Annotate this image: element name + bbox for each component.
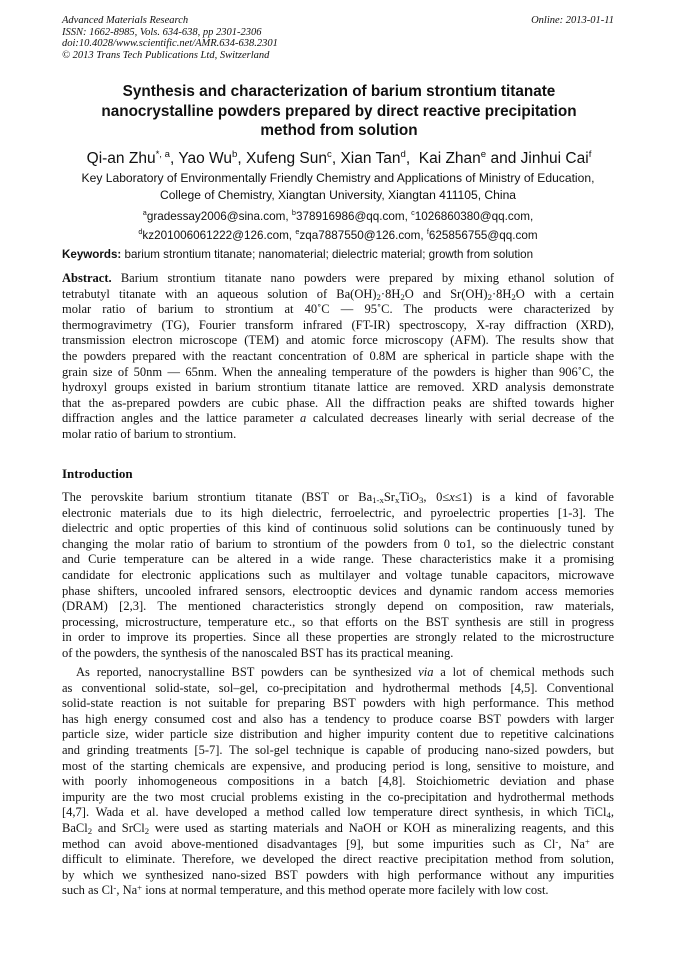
affiliation: Key Laboratory of Environmentally Friendly Chemistry and Applications of Ministry of Education, College of Chemistry, Xiangtan University, Xiangtan 411105, China bbox=[81, 171, 595, 202]
author: Jinhui Cai bbox=[520, 150, 589, 168]
abstract-label: Abstract. bbox=[62, 271, 112, 285]
journal-header bbox=[62, 15, 614, 61]
keywords-label: Keywords: bbox=[62, 248, 122, 261]
author: Yao Wu bbox=[178, 150, 233, 168]
issn: ISSN: 1662-8985, Vols. 634-638, pp 2301-2306 bbox=[62, 26, 262, 38]
author: Xian Tan bbox=[340, 150, 401, 168]
intro-paragraph-1: The perovskite barium strontium titanate (BST or $Ba_{1-x}Sr_xTiO_3$, 0≤x≤1) is a kind of favorable electronic materials due to its high dielectric, ferroelectric, and pyroelectric properties [1-3]. The dielectric and optic properties of this kind of continuous solid solutions can be continuously tuned by changing the molar ratio of barium to strontium of the powders from 0 to1, so the dielectric constant and Curie temperature can be altered in a wide range. These characteristics make it a promising candidate for electronic applications such as multilayer and voltage tunable capacitors, microwave phase shifters, uncooled infrared sensors, electrooptic devices and dynamic random access memories (DRAM) [2,3]. The mentioned characteristics strongly depend on composition, raw materials, processing, microstructure, temperature etc., so that efforts on the BST synthesis are still in progress in order to improve its properties. Since all these properties are strongly related to the microstructure of the powders, the synthesis of the nanoscaled BST has its practical meaning. bbox=[62, 490, 614, 660]
author-emails: $^a$gradessay2006@sina.com, $^b$378916986@qq.com, $^c$1026860380@qq.com, $^d$kz201006061222@126.com, $^e$zqa7887550@126.com, $^f$625856755@qq.com bbox=[138, 208, 538, 243]
intro-paragraph-2: As reported, nanocrystalline BST powders can be synthesized via a lot of chemical methods such as conventional solid-state, sol–gel, co-precipitation and hydrothermal methods [4,5]. Conventional solid-state reaction is not suitable for preparing BST powders with high performance. This method has high energy consumed cost and also has a tendency to produce coarse BST powders with larger particle size, wider particle size distribution and higher impurity content due to repetitive calcinations and grinding treatments [5-7]. The sol-gel technique is capable of producing nano-sized powders, but most of the starting chemicals are expensive, and producing period is long, sensitive to moisture, and with poorly inhomogeneous compositions in a batch [4,8]. Stoichiometric deviation and phase impurity are the two most crucial problems existing in the co-precipitation and hydrothermal methods [4,7]. Wada et al. have developed a method called low temperature direct synthesis, in which TiCl$_4$, BaCl$_2$ and SrCl$_2$ were used as starting materials and NaOH or KOH as mineralizing reagents, and this method can avoid above-mentioned disadvantages [9], but some impurities such as Cl-, Na+ are difficult to eliminate. Therefore, we developed the direct reactive precipitation method from solution, by which we synthesized nano-sized BST powders with high performance without any impurities such as Cl-, Na+ ions at normal temperature, and this method operate more facilely with low cost. bbox=[62, 665, 614, 898]
keywords-text: barium strontium titanate; nanomaterial; dielectric material; growth from solution bbox=[124, 248, 534, 261]
abstract: Abstract. Barium strontium titanate nano powders were prepared by mixing ethanol solution of tetrabutyl titanate with an aqueous solution of $Ba(OH)_2\cdot 8H_2O$ and $Sr(OH)_2\cdot 8H_2O$ with a certain molar ratio of barium to strontium at 40˚C — 95˚C. The products were characterized by thermogravimetry (TG), Fourier transform infrared (FT-IR) spectroscopy, X-ray diffraction (XRD), transmission electron microscope (TEM) and atomic force microscopy (AFM). The results show that the powders prepared with the reactant concentration of 0.8M are spherical in particle shape with the grain size of 50nm — 65nm. When the annealing temperature of the powders is higher than 906˚C, the hydroxyl groups existed in barium strontium titanate lattice are removed. XRD analysis demonstrate that the as-prepared powders are cubic phase. All the diffraction peaks are shifted towards higher diffraction angles and the lattice parameter a calculated decreases linearly with serial decrease of the molar ratio of barium to strontium. bbox=[62, 271, 615, 441]
section-heading: Introduction bbox=[62, 466, 133, 481]
email-link[interactable]: 378916986@qq.com, bbox=[295, 209, 408, 223]
doi: doi:10.4028/www.scientific.net/AMR.634-638.2301 bbox=[62, 38, 278, 50]
copyright: © 2013 Trans Tech Publications Ltd, Switzerland bbox=[62, 49, 270, 61]
keywords bbox=[62, 247, 622, 262]
author: Qi-an Zhu bbox=[86, 150, 156, 168]
email-link[interactable]: gradessay2006@sina.com, bbox=[146, 209, 289, 223]
journal-name: Advanced Materials Research bbox=[62, 15, 189, 26]
author: Xufeng Sun bbox=[246, 150, 328, 168]
online-date: Online: 2013-01-11 bbox=[531, 15, 614, 26]
email-link[interactable]: kz201006061222@126.com, bbox=[142, 229, 293, 243]
paper-title: Synthesis and characterization of barium strontium titanate nanocrystalline powders prepared by direct reactive precipitation method from solution bbox=[101, 83, 577, 139]
author-list: Qi-an Zhu$^{*, a}$, Yao Wu$^b$, Xufeng Sun$^c$, Xian Tan$^d$, Kai Zhan$^e$ and Jinhui Cai$^f$ bbox=[86, 149, 592, 168]
email-link[interactable]: 1026860380@qq.com, bbox=[414, 209, 534, 223]
email-link[interactable]: 625856755@qq.com bbox=[428, 229, 538, 243]
email-link[interactable]: zqa7887550@126.com, bbox=[299, 229, 424, 243]
author: Kai Zhan bbox=[418, 150, 481, 168]
